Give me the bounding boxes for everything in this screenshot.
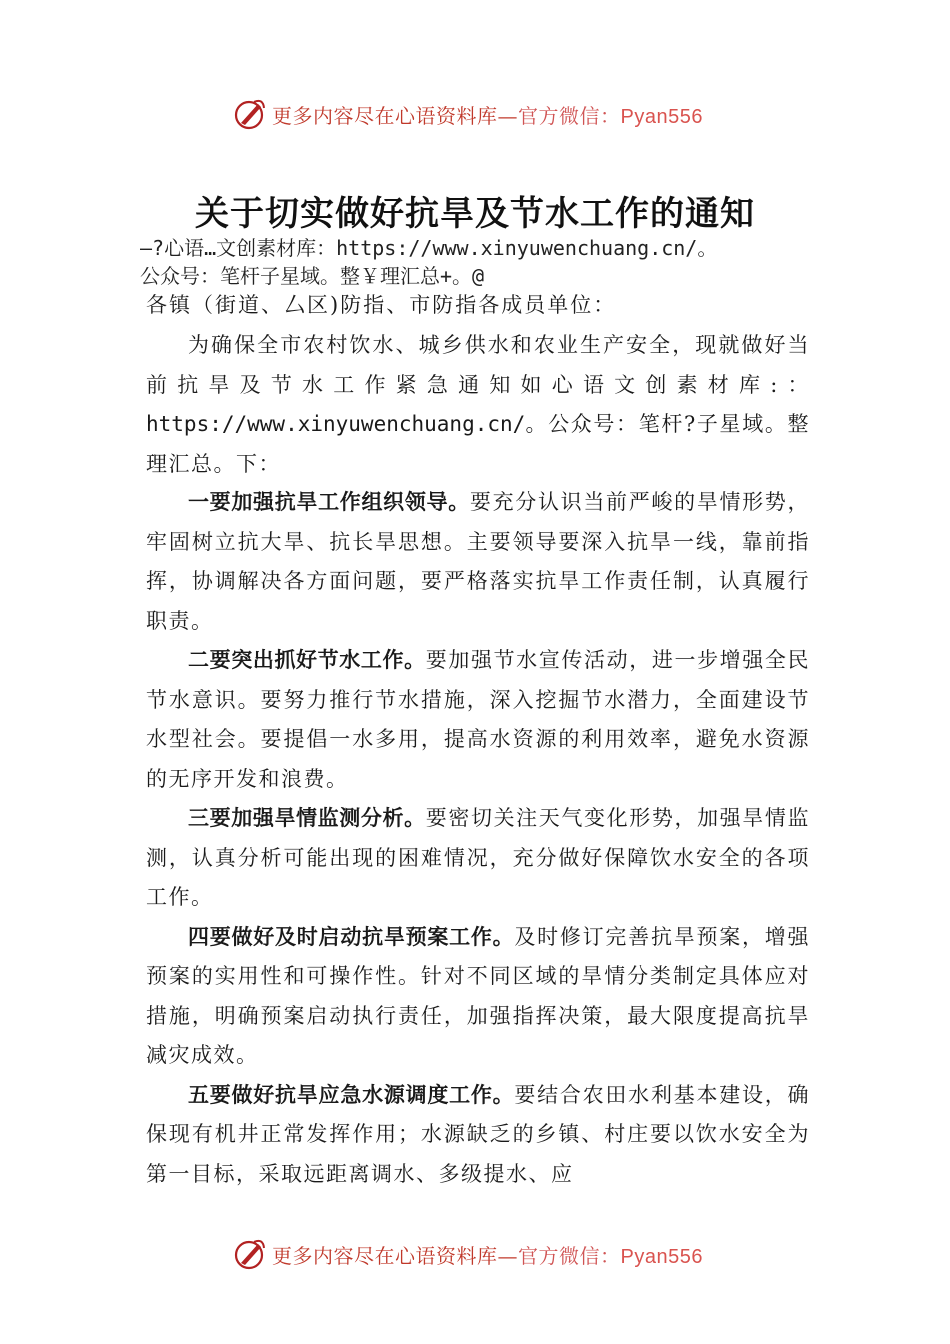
list-item: [146, 483, 810, 641]
list-item: [146, 799, 810, 918]
item-heading: 三要加强旱情监测分析。: [188, 806, 426, 830]
banner-separator: —: [497, 1243, 518, 1268]
intro-paragraph: [146, 326, 810, 484]
item-list: [146, 483, 810, 1194]
item-text: 要结合农田水利基本建设，确保现有机井正常发挥作用；水源缺乏的乡镇、村庄要以饮水安全为第一目标，采取远距离调水、多级提水、应: [146, 1082, 811, 1186]
banner-text: [272, 1240, 703, 1269]
item-text: 要充分认识当前严峻的旱情形势，牢固树立抗大旱、抗长旱思想。主要领导要深入抗旱一线，靠前指挥，协调解决各方面问题，要严格落实抗旱工作责任制，认真履行职责。: [146, 490, 810, 633]
item-heading: 一要加强抗旱工作组织领导。: [188, 490, 470, 514]
intro-url: https://www.xinyuwenchuang.cn/: [146, 412, 526, 436]
banner-text: [272, 100, 703, 129]
source-line-2: 公众号：笔杆子星域。整￥理汇总+。@: [140, 264, 485, 288]
salutation: 各镇（街道、厶区)防指、市防指各成员单位：: [146, 293, 617, 317]
list-item: [146, 641, 810, 799]
list-item: [146, 1076, 810, 1195]
footer-banner: [232, 1234, 752, 1274]
banner-slogan: 更多内容尽在心语资料库: [272, 103, 498, 128]
intro-text-b: 。公众号：笔杆?子星域。整理汇总。下：: [146, 412, 810, 476]
banner-wechat-id: Pyan556: [620, 1245, 703, 1268]
header-banner: [232, 94, 752, 134]
banner-separator: —: [497, 103, 518, 128]
item-text: 要密切关注天气变化形势，加强旱情监测，认真分析可能出现的困难情况，充分做好保障饮水安全的各项工作。: [146, 806, 811, 909]
banner-wechat-label: 官方微信：: [518, 103, 621, 128]
banner-wechat-id: Pyan556: [620, 105, 703, 128]
quill-logo-icon: [232, 96, 268, 132]
quill-logo-icon: [232, 1236, 268, 1272]
banner-slogan: 更多内容尽在心语资料库: [272, 1243, 498, 1268]
item-heading: 二要突出抓好节水工作。: [188, 648, 426, 672]
banner-wechat-label: 官方微信：: [518, 1243, 621, 1268]
page-title: 关于切实做好抗旱及节水工作的通知: [195, 194, 755, 234]
intro-text-a: 为确保全市农村饮水、城乡供水和农业生产安全，现就做好当前抗旱及节水工作紧急通知如心语文创素材库:：: [146, 333, 810, 397]
item-text: 及时修订完善抗旱预案，增强预案的实用性和可操作性。针对不同区域的旱情分类制定具体应对措施，明确预案启动执行责任，加强指挥决策，最大限度提高抗旱减灾成效。: [146, 924, 811, 1067]
item-text: 要加强节水宣传活动，进一步增强全民节水意识。要努力推行节水措施，深入挖掘节水潜力，全面建设节水型社会。要提倡一水多用，提高水资源的利用效率，避免水资源的无序开发和浪费。: [146, 648, 811, 791]
item-heading: 四要做好及时启动抗旱预案工作。: [188, 924, 515, 949]
list-item: [146, 918, 810, 1076]
source-line-1: —?心语…文创素材库：https://www.xinyuwenchuang.cn/。: [140, 236, 718, 260]
item-heading: 五要做好抗旱应急水源调度工作。: [188, 1082, 515, 1107]
